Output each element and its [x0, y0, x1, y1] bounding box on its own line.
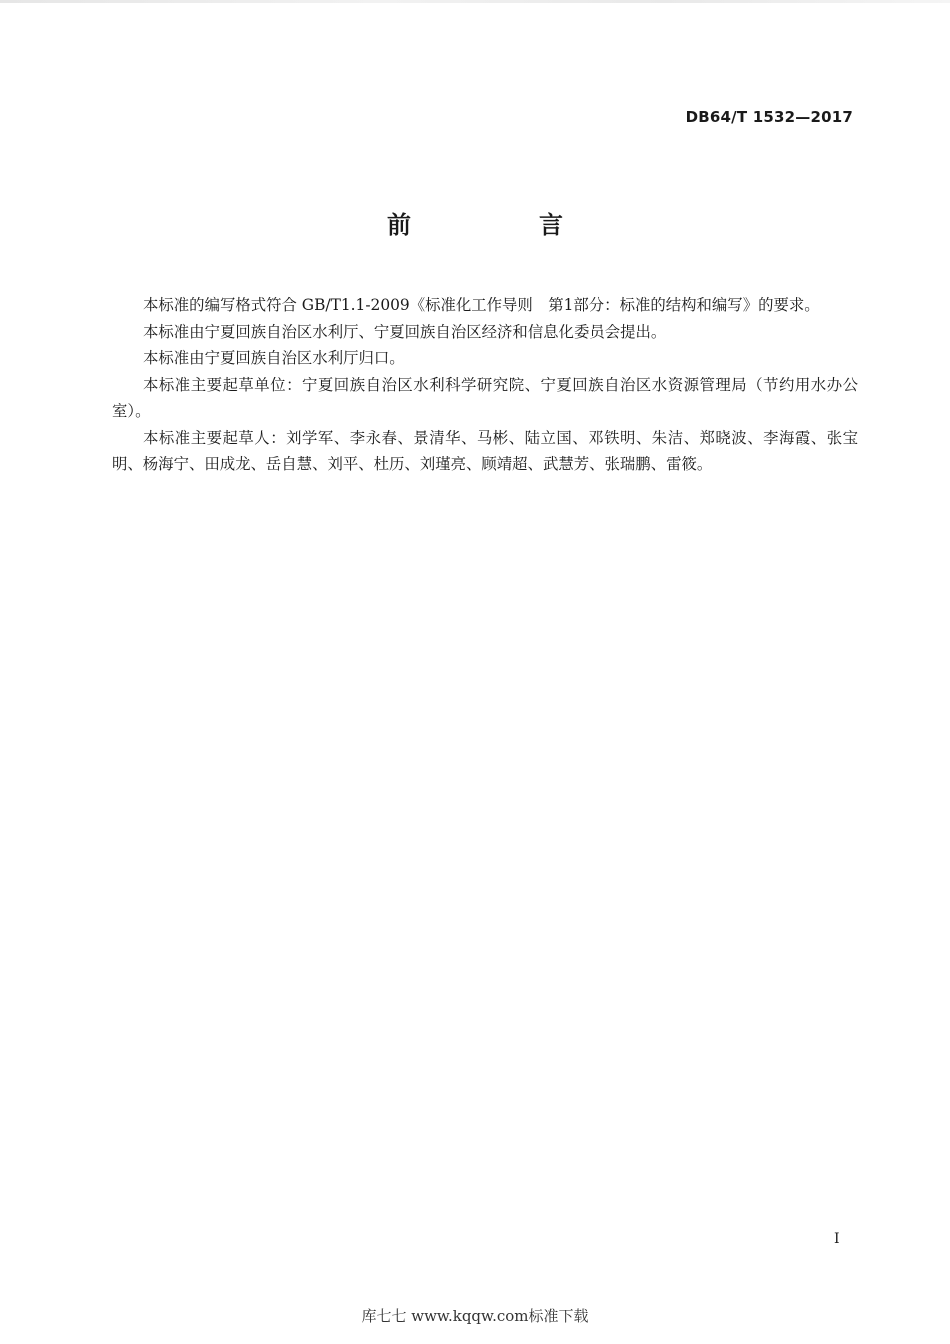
page-title: 前 言: [387, 211, 615, 239]
foreword-body: [112, 292, 858, 478]
footer-watermark: 库七七 www.kqqw.com标准下载: [361, 1307, 589, 1325]
standard-code: DB64/T 1532—2017: [685, 108, 853, 126]
paragraph-administrator: 本标准由宁夏回族自治区水利厅归口。: [143, 349, 405, 367]
page-number: I: [834, 1231, 840, 1247]
paragraph-format: 本标准的编写格式符合 GB/T1.1-2009《标准化工作导则 第1部分：标准的结构和编写》的要求。: [143, 296, 820, 314]
paragraph-proposer: 本标准由宁夏回族自治区水利厅、宁夏回族自治区经济和信息化委员会提出。: [143, 322, 667, 341]
scan-edge: [0, 0, 950, 3]
paragraph-drafting-units: 本标准主要起草单位：宁夏回族自治区水利科学研究院、宁夏回族自治区水资源管理局（节约用水办公室）。: [112, 375, 858, 420]
paragraph-drafters: 本标准主要起草人：刘学军、李永春、景清华、马彬、陆立国、邓铁明、朱洁、郑晓波、李海霞、张宝明、杨海宁、田成龙、岳自慧、刘平、杜历、刘瑾亮、顾靖超、武慧芳、张瑞鹏、雷筱。: [112, 428, 858, 473]
